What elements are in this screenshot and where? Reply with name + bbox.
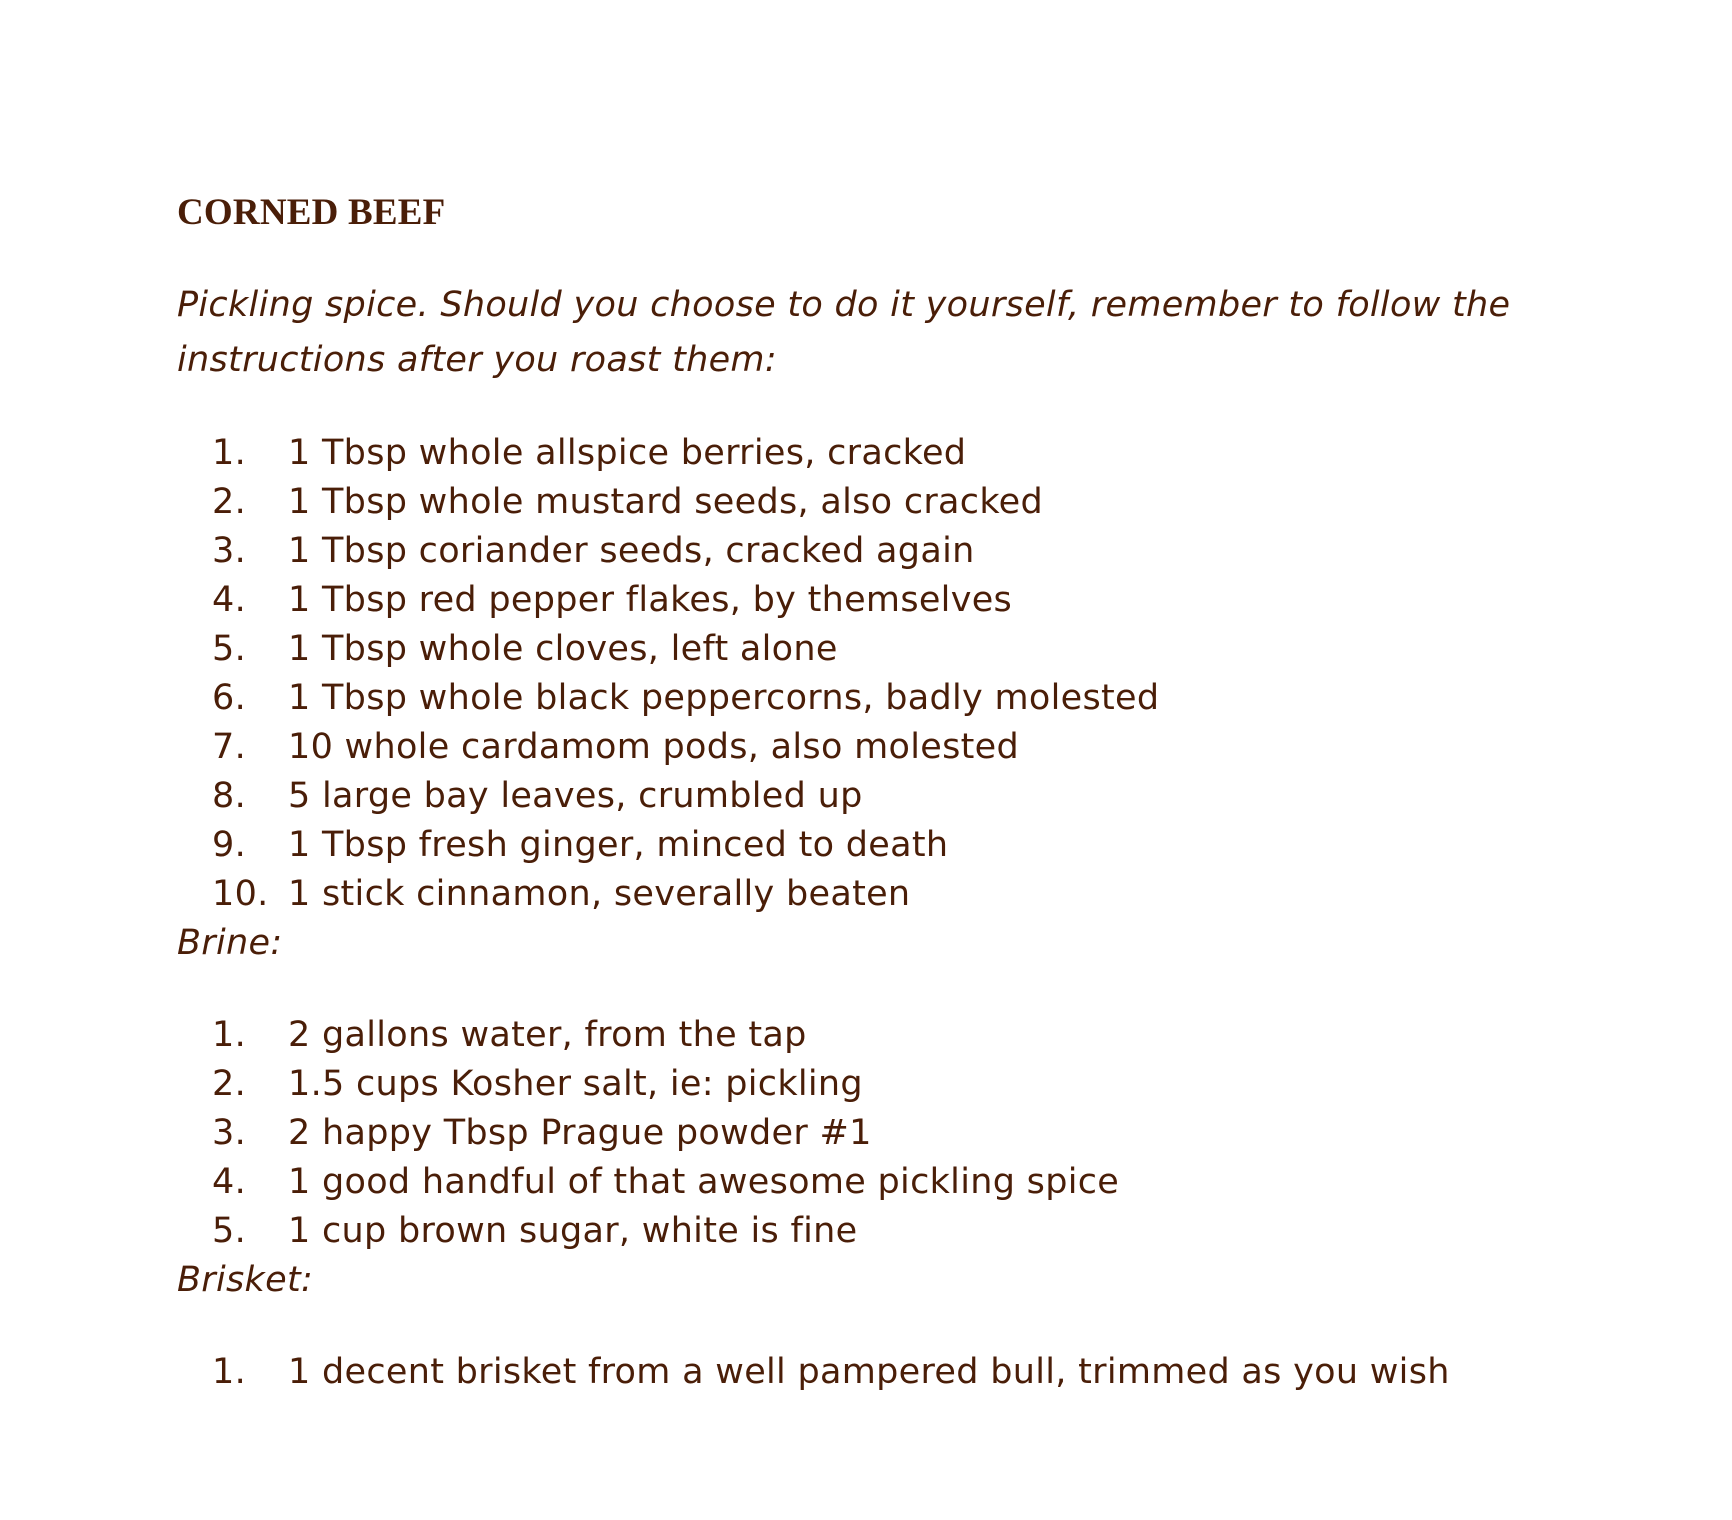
item-text: 1 decent brisket from a well pampered bull, trimmed as you wish — [288, 1352, 1450, 1392]
item-number: 1. — [212, 433, 246, 473]
item-number: 4. — [212, 1162, 246, 1202]
item-text: 1 stick cinnamon, severally beaten — [288, 874, 911, 914]
brisket-heading: Brisket: — [177, 1260, 314, 1300]
list-item — [177, 772, 1597, 821]
item-text: 1 Tbsp fresh ginger, minced to death — [288, 825, 949, 865]
item-text: 2 happy Tbsp Prague powder #1 — [288, 1113, 872, 1153]
list-item — [177, 1060, 1597, 1109]
pickling-spice-intro: Pickling spice. Should you choose to do it yourself, remember to follow the instructions after you roast them: — [177, 285, 1511, 380]
recipe-document — [177, 190, 1597, 1397]
item-text: 1 Tbsp coriander seeds, cracked again — [288, 531, 975, 571]
item-text: 10 whole cardamom pods, also molested — [288, 727, 1019, 767]
item-number: 2. — [212, 482, 246, 522]
list-item — [177, 1207, 1597, 1256]
item-number: 9. — [212, 825, 246, 865]
item-number: 8. — [212, 776, 246, 816]
item-text: 1 Tbsp whole cloves, left alone — [288, 629, 838, 669]
item-text: 1 Tbsp whole allspice berries, cracked — [288, 433, 967, 473]
list-item — [177, 674, 1597, 723]
brine-list — [177, 1011, 1597, 1256]
item-number: 7. — [212, 727, 246, 767]
item-number: 5. — [212, 1211, 246, 1251]
item-text: 1 Tbsp whole mustard seeds, also cracked — [288, 482, 1044, 522]
recipe-title: CORNED BEEF — [177, 192, 446, 233]
item-number: 1. — [212, 1015, 246, 1055]
item-number: 3. — [212, 1113, 246, 1153]
item-text: 1 cup brown sugar, white is fine — [288, 1211, 858, 1251]
pickling-spice-list — [177, 429, 1597, 919]
item-text: 1 good handful of that awesome pickling spice — [288, 1162, 1120, 1202]
list-item — [177, 870, 1597, 919]
item-number: 6. — [212, 678, 246, 718]
item-number: 10. — [212, 874, 269, 914]
item-number: 3. — [212, 531, 246, 571]
item-text: 1 Tbsp red pepper flakes, by themselves — [288, 580, 1013, 620]
list-item — [177, 1011, 1597, 1060]
item-text: 1.5 cups Kosher salt, ie: pickling — [288, 1064, 863, 1104]
brine-heading: Brine: — [177, 923, 283, 963]
list-item — [177, 429, 1597, 478]
list-item — [177, 1348, 1597, 1397]
list-item — [177, 527, 1597, 576]
item-number: 2. — [212, 1064, 246, 1104]
item-number: 4. — [212, 580, 246, 620]
list-item — [177, 821, 1597, 870]
item-number: 5. — [212, 629, 246, 669]
item-text: 1 Tbsp whole black peppercorns, badly molested — [288, 678, 1160, 718]
list-item — [177, 723, 1597, 772]
list-item — [177, 478, 1597, 527]
brisket-list — [177, 1348, 1597, 1397]
item-number: 1. — [212, 1352, 246, 1392]
item-text: 5 large bay leaves, crumbled up — [288, 776, 863, 816]
item-text: 2 gallons water, from the tap — [288, 1015, 807, 1055]
list-item — [177, 625, 1597, 674]
list-item — [177, 1158, 1597, 1207]
list-item — [177, 576, 1597, 625]
list-item — [177, 1109, 1597, 1158]
